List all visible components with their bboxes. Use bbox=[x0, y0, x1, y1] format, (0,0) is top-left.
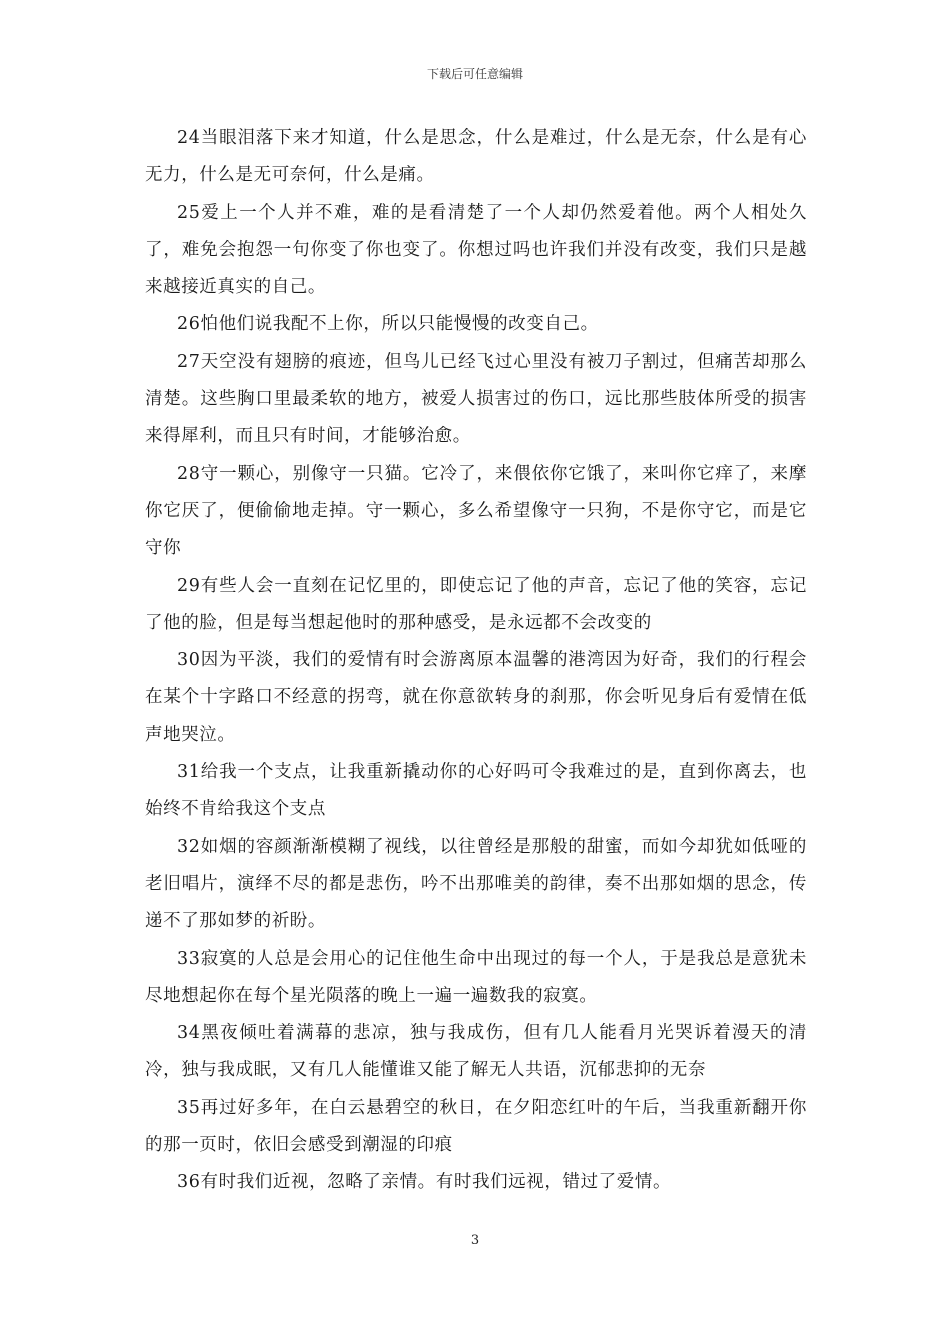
paragraph-28: 28守一颗心，别像守一只猫。它冷了，来偎依你它饿了，来叫你它痒了，来摩你它厌了，便偷偷地走掉。守一颗心，多么希望像守一只狗，不是你守它，而是它守你 bbox=[145, 463, 807, 559]
paragraph-31: 31给我一个支点，让我重新撬动你的心好吗可令我难过的是，直到你离去，也始终不肯给我这个支点 bbox=[145, 762, 807, 820]
paragraph-26: 26怕他们说我配不上你，所以只能慢慢的改变自己。 bbox=[177, 314, 599, 335]
page-header: 下载后可任意编辑 bbox=[426, 67, 523, 81]
paragraph-27: 27天空没有翅膀的痕迹，但鸟儿已经飞过心里没有被刀子割过，但痛苦却那么清楚。这些胸口里最柔软的地方，被爱人损害过的伤口，远比那些肢体所受的损害来得犀利，而且只有时间，才能够治愈。 bbox=[145, 351, 807, 447]
paragraph-24: 24当眼泪落下来才知道，什么是思念，什么是难过，什么是无奈，什么是有心无力，什么是无可奈何，什么是痛。 bbox=[145, 128, 807, 186]
paragraph-35: 35再过好多年，在白云悬碧空的秋日，在夕阳恋红叶的午后，当我重新翻开你的那一页时，依旧会感受到潮湿的印痕 bbox=[145, 1097, 807, 1156]
paragraph-32: 32如烟的容颜渐渐模糊了视线，以往曾经是那般的甜蜜，而如今却犹如低哑的老旧唱片，演绎不尽的都是悲伤，吟不出那唯美的韵律，奏不出那如烟的思念，传递不了那如梦的祈盼。 bbox=[145, 836, 807, 932]
document-body bbox=[145, 120, 807, 1202]
paragraph-29: 29有些人会一直刻在记忆里的，即使忘记了他的声音，忘记了他的笑容，忘记了他的脸，但是每当想起他时的那种感受，是永远都不会改变的 bbox=[145, 575, 807, 633]
paragraph-30: 30因为平淡，我们的爱情有时会游离原本温馨的港湾因为好奇，我们的行程会在某个十字路口不经意的拐弯，就在你意欲转身的刹那，你会听见身后有爱情在低声地哭泣。 bbox=[145, 650, 807, 745]
page-number: 3 bbox=[470, 1233, 480, 1248]
paragraph-33: 33寂寞的人总是会用心的记住他生命中出现过的每一个人，于是我总是意犹未尽地想起你在每个星光陨落的晚上一遍一遍数我的寂寞。 bbox=[145, 948, 807, 1006]
paragraph-25: 25爱上一个人并不难，难的是看清楚了一个人却仍然爱着他。两个人相处久了，难免会抱怨一句你变了你也变了。你想过吗也许我们并没有改变，我们只是越来越接近真实的自己。 bbox=[145, 202, 807, 298]
paragraph-36: 36有时我们近视，忽略了亲情。有时我们远视，错过了爱情。 bbox=[177, 1172, 672, 1193]
paragraph-34: 34黑夜倾吐着满幕的悲凉，独与我成伤，但有几人能看月光哭诉着漫天的清冷，独与我成眠，又有几人能懂谁又能了解无人共语，沉郁悲抑的无奈 bbox=[145, 1023, 807, 1081]
